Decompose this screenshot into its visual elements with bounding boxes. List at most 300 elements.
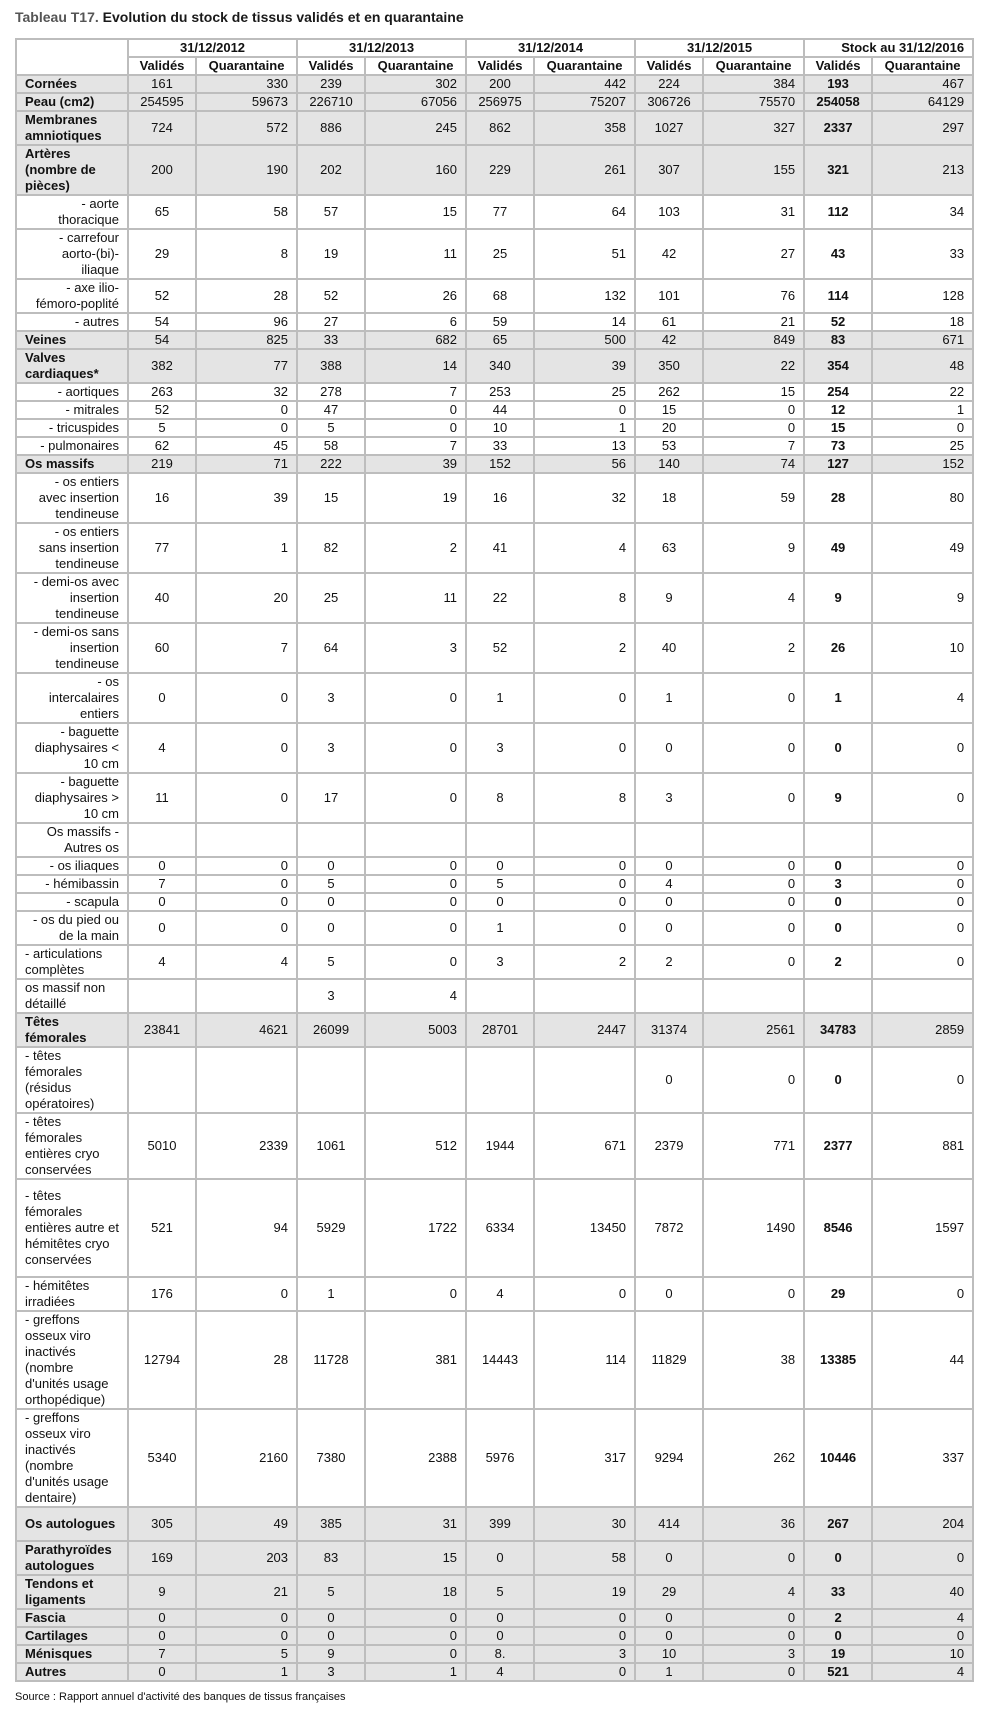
cell-valides: 41 bbox=[466, 523, 534, 573]
cell-valides bbox=[297, 1047, 365, 1113]
cell-valides: 7380 bbox=[297, 1409, 365, 1507]
cell-quarantaine: 4 bbox=[703, 1575, 804, 1609]
cell-quarantaine: 0 bbox=[703, 1627, 804, 1645]
row-label: - demi-os avec insertion tendineuse bbox=[16, 573, 128, 623]
cell-quarantaine: 32 bbox=[196, 383, 297, 401]
source-note: Source : Rapport annuel d'activité des banques de tissus françaises bbox=[15, 1691, 346, 1703]
cell-quarantaine: 0 bbox=[196, 773, 297, 823]
cell-valides: 61 bbox=[635, 313, 703, 331]
cell-quarantaine: 58 bbox=[196, 195, 297, 229]
cell-quarantaine: 6 bbox=[365, 313, 466, 331]
cell-valides: 2 bbox=[804, 1609, 872, 1627]
cell-quarantaine: 8 bbox=[534, 573, 635, 623]
cell-valides: 9 bbox=[635, 573, 703, 623]
cell-quarantaine: 5 bbox=[196, 1645, 297, 1663]
cell-quarantaine: 74 bbox=[703, 455, 804, 473]
cell-quarantaine: 0 bbox=[196, 911, 297, 945]
table-row bbox=[16, 1609, 973, 1627]
cell-quarantaine: 0 bbox=[534, 1663, 635, 1681]
cell-valides: 17 bbox=[297, 773, 365, 823]
cell-quarantaine: 14 bbox=[534, 313, 635, 331]
cell-quarantaine: 0 bbox=[872, 1047, 973, 1113]
cell-valides: 73 bbox=[804, 437, 872, 455]
header-valides: Validés bbox=[635, 57, 703, 75]
row-label: - scapula bbox=[16, 893, 128, 911]
cell-valides: 34783 bbox=[804, 1013, 872, 1047]
cell-valides: 31374 bbox=[635, 1013, 703, 1047]
cell-valides: 414 bbox=[635, 1507, 703, 1541]
cell-quarantaine: 14 bbox=[365, 349, 466, 383]
cell-quarantaine: 0 bbox=[196, 857, 297, 875]
cell-valides: 25 bbox=[466, 229, 534, 279]
cell-valides: 340 bbox=[466, 349, 534, 383]
cell-quarantaine: 18 bbox=[872, 313, 973, 331]
cell-valides: 176 bbox=[128, 1277, 196, 1311]
table-row bbox=[16, 673, 973, 723]
cell-valides: 200 bbox=[466, 75, 534, 93]
cell-quarantaine: 0 bbox=[534, 1609, 635, 1627]
cell-quarantaine: 262 bbox=[703, 1409, 804, 1507]
cell-valides: 385 bbox=[297, 1507, 365, 1541]
cell-quarantaine: 0 bbox=[703, 945, 804, 979]
cell-quarantaine: 297 bbox=[872, 111, 973, 145]
cell-valides: 3 bbox=[466, 723, 534, 773]
cell-quarantaine: 27 bbox=[703, 229, 804, 279]
cell-quarantaine: 7 bbox=[365, 383, 466, 401]
row-label: - carrefour aorto-(bi)-iliaque bbox=[16, 229, 128, 279]
cell-quarantaine: 4 bbox=[196, 945, 297, 979]
cell-quarantaine: 0 bbox=[703, 1541, 804, 1575]
cell-valides: 83 bbox=[297, 1541, 365, 1575]
cell-valides: 60 bbox=[128, 623, 196, 673]
cell-valides: 127 bbox=[804, 455, 872, 473]
cell-valides: 10 bbox=[466, 419, 534, 437]
cell-quarantaine: 0 bbox=[365, 773, 466, 823]
cell-valides: 5 bbox=[128, 419, 196, 437]
cell-quarantaine: 0 bbox=[872, 419, 973, 437]
cell-valides: 229 bbox=[466, 145, 534, 195]
cell-quarantaine: 77 bbox=[196, 349, 297, 383]
table-row bbox=[16, 1311, 973, 1409]
cell-valides: 254595 bbox=[128, 93, 196, 111]
cell-quarantaine: 0 bbox=[872, 773, 973, 823]
header-valides: Validés bbox=[128, 57, 196, 75]
cell-valides: 3 bbox=[297, 979, 365, 1013]
cell-valides: 63 bbox=[635, 523, 703, 573]
cell-valides: 16 bbox=[466, 473, 534, 523]
cell-valides: 44 bbox=[466, 401, 534, 419]
cell-valides: 11829 bbox=[635, 1311, 703, 1409]
cell-quarantaine: 4 bbox=[365, 979, 466, 1013]
cell-valides: 62 bbox=[128, 437, 196, 455]
cell-quarantaine: 0 bbox=[703, 773, 804, 823]
row-label: Membranes amniotiques bbox=[16, 111, 128, 145]
cell-valides: 5 bbox=[297, 875, 365, 893]
cell-valides: 28701 bbox=[466, 1013, 534, 1047]
cell-quarantaine: 155 bbox=[703, 145, 804, 195]
cell-quarantaine: 671 bbox=[534, 1113, 635, 1179]
cell-quarantaine: 0 bbox=[196, 673, 297, 723]
cell-valides: 307 bbox=[635, 145, 703, 195]
cell-quarantaine: 0 bbox=[872, 911, 973, 945]
table-body bbox=[16, 75, 973, 1681]
cell-quarantaine: 31 bbox=[703, 195, 804, 229]
table-number: Tableau T17. bbox=[15, 9, 99, 25]
cell-valides: 0 bbox=[297, 893, 365, 911]
cell-quarantaine: 80 bbox=[872, 473, 973, 523]
row-label: - os du pied ou de la main bbox=[16, 911, 128, 945]
cell-quarantaine: 64129 bbox=[872, 93, 973, 111]
header-quarantaine: Quarantaine bbox=[703, 57, 804, 75]
cell-valides: 305 bbox=[128, 1507, 196, 1541]
cell-valides: 77 bbox=[128, 523, 196, 573]
cell-quarantaine: 67056 bbox=[365, 93, 466, 111]
table-row bbox=[16, 857, 973, 875]
cell-quarantaine: 0 bbox=[196, 1277, 297, 1311]
cell-quarantaine: 0 bbox=[703, 911, 804, 945]
cell-valides: 5 bbox=[297, 945, 365, 979]
cell-quarantaine: 3 bbox=[365, 623, 466, 673]
table-row bbox=[16, 979, 973, 1013]
cell-quarantaine: 0 bbox=[703, 875, 804, 893]
table-row bbox=[16, 1663, 973, 1681]
cell-quarantaine: 0 bbox=[534, 893, 635, 911]
cell-quarantaine bbox=[872, 979, 973, 1013]
table-row bbox=[16, 623, 973, 673]
cell-valides: 0 bbox=[804, 857, 872, 875]
cell-valides: 29 bbox=[635, 1575, 703, 1609]
cell-quarantaine: 0 bbox=[365, 723, 466, 773]
cell-valides: 52 bbox=[804, 313, 872, 331]
cell-valides: 5929 bbox=[297, 1179, 365, 1277]
cell-valides: 11728 bbox=[297, 1311, 365, 1409]
cell-quarantaine: 39 bbox=[534, 349, 635, 383]
row-label: Os massifs bbox=[16, 455, 128, 473]
cell-quarantaine: 0 bbox=[703, 1609, 804, 1627]
cell-quarantaine bbox=[534, 823, 635, 857]
cell-quarantaine: 771 bbox=[703, 1113, 804, 1179]
cell-valides: 1027 bbox=[635, 111, 703, 145]
cell-quarantaine: 0 bbox=[534, 401, 635, 419]
cell-valides bbox=[466, 1047, 534, 1113]
cell-valides: 0 bbox=[635, 1541, 703, 1575]
cell-quarantaine bbox=[196, 1047, 297, 1113]
cell-quarantaine: 0 bbox=[534, 911, 635, 945]
cell-quarantaine: 1 bbox=[534, 419, 635, 437]
header-valides: Validés bbox=[297, 57, 365, 75]
row-label: - têtes fémorales entières cryo conservées bbox=[16, 1113, 128, 1179]
cell-valides bbox=[128, 979, 196, 1013]
cell-valides: 27 bbox=[297, 313, 365, 331]
cell-valides: 33 bbox=[466, 437, 534, 455]
cell-valides: 0 bbox=[635, 723, 703, 773]
cell-quarantaine: 0 bbox=[365, 1609, 466, 1627]
cell-quarantaine: 0 bbox=[196, 1627, 297, 1645]
cell-quarantaine: 825 bbox=[196, 331, 297, 349]
cell-quarantaine: 11 bbox=[365, 229, 466, 279]
cell-valides: 5 bbox=[297, 419, 365, 437]
cell-valides: 226710 bbox=[297, 93, 365, 111]
cell-valides: 14443 bbox=[466, 1311, 534, 1409]
cell-quarantaine: 2859 bbox=[872, 1013, 973, 1047]
cell-valides: 15 bbox=[635, 401, 703, 419]
cell-valides: 0 bbox=[635, 1047, 703, 1113]
cell-valides: 862 bbox=[466, 111, 534, 145]
cell-quarantaine: 0 bbox=[703, 1047, 804, 1113]
cell-quarantaine: 467 bbox=[872, 75, 973, 93]
cell-valides: 1061 bbox=[297, 1113, 365, 1179]
cell-quarantaine: 75207 bbox=[534, 93, 635, 111]
cell-quarantaine: 1722 bbox=[365, 1179, 466, 1277]
cell-valides: 8 bbox=[466, 773, 534, 823]
cell-quarantaine: 19 bbox=[365, 473, 466, 523]
cell-quarantaine: 25 bbox=[872, 437, 973, 455]
cell-valides: 169 bbox=[128, 1541, 196, 1575]
cell-valides bbox=[804, 979, 872, 1013]
cell-quarantaine: 9 bbox=[872, 573, 973, 623]
cell-quarantaine: 3 bbox=[534, 1645, 635, 1663]
table-row bbox=[16, 1409, 973, 1507]
cell-valides: 724 bbox=[128, 111, 196, 145]
cell-quarantaine: 0 bbox=[703, 401, 804, 419]
cell-quarantaine: 213 bbox=[872, 145, 973, 195]
cell-quarantaine: 0 bbox=[365, 673, 466, 723]
cell-quarantaine: 28 bbox=[196, 1311, 297, 1409]
cell-valides bbox=[466, 979, 534, 1013]
cell-valides: 33 bbox=[804, 1575, 872, 1609]
cell-quarantaine: 4 bbox=[703, 573, 804, 623]
table-row bbox=[16, 1575, 973, 1609]
cell-valides: 5340 bbox=[128, 1409, 196, 1507]
cell-quarantaine bbox=[365, 1047, 466, 1113]
cell-valides: 0 bbox=[466, 1627, 534, 1645]
cell-quarantaine: 0 bbox=[534, 875, 635, 893]
cell-valides: 5 bbox=[297, 1575, 365, 1609]
cell-valides: 161 bbox=[128, 75, 196, 93]
cell-valides: 0 bbox=[635, 857, 703, 875]
cell-valides: 521 bbox=[804, 1663, 872, 1681]
cell-quarantaine: 0 bbox=[703, 857, 804, 875]
cell-quarantaine: 21 bbox=[196, 1575, 297, 1609]
cell-valides: 262 bbox=[635, 383, 703, 401]
cell-quarantaine: 0 bbox=[703, 1663, 804, 1681]
table-row bbox=[16, 1645, 973, 1663]
table-row bbox=[16, 945, 973, 979]
cell-quarantaine: 45 bbox=[196, 437, 297, 455]
row-label: - baguette diaphysaires > 10 cm bbox=[16, 773, 128, 823]
cell-valides: 3 bbox=[297, 1663, 365, 1681]
row-label: - têtes fémorales (résidus opératoires) bbox=[16, 1047, 128, 1113]
cell-valides: 26 bbox=[804, 623, 872, 673]
row-label: - mitrales bbox=[16, 401, 128, 419]
cell-valides: 3 bbox=[297, 723, 365, 773]
cell-quarantaine: 0 bbox=[872, 1627, 973, 1645]
cell-quarantaine: 51 bbox=[534, 229, 635, 279]
table-row bbox=[16, 1047, 973, 1113]
cell-quarantaine: 245 bbox=[365, 111, 466, 145]
table-row bbox=[16, 1507, 973, 1541]
table-row bbox=[16, 523, 973, 573]
cell-quarantaine: 7 bbox=[196, 623, 297, 673]
cell-quarantaine: 1 bbox=[196, 523, 297, 573]
cell-quarantaine: 39 bbox=[365, 455, 466, 473]
cell-quarantaine: 0 bbox=[534, 1277, 635, 1311]
cell-quarantaine: 2 bbox=[703, 623, 804, 673]
cell-valides: 57 bbox=[297, 195, 365, 229]
cell-quarantaine: 21 bbox=[703, 313, 804, 331]
row-label: - aortiques bbox=[16, 383, 128, 401]
table-row bbox=[16, 893, 973, 911]
cell-quarantaine: 10 bbox=[872, 1645, 973, 1663]
row-label: Tendons et ligaments bbox=[16, 1575, 128, 1609]
table-row bbox=[16, 823, 973, 857]
cell-quarantaine: 1 bbox=[196, 1663, 297, 1681]
cell-valides: 0 bbox=[466, 857, 534, 875]
cell-valides: 54 bbox=[128, 313, 196, 331]
cell-quarantaine: 204 bbox=[872, 1507, 973, 1541]
cell-quarantaine: 2388 bbox=[365, 1409, 466, 1507]
cell-quarantaine: 849 bbox=[703, 331, 804, 349]
cell-valides: 0 bbox=[466, 1541, 534, 1575]
table-row bbox=[16, 911, 973, 945]
cell-valides: 82 bbox=[297, 523, 365, 573]
cell-valides: 9 bbox=[297, 1645, 365, 1663]
cell-quarantaine: 0 bbox=[703, 673, 804, 723]
row-label: - pulmonaires bbox=[16, 437, 128, 455]
cell-quarantaine: 4 bbox=[872, 673, 973, 723]
cell-valides: 12794 bbox=[128, 1311, 196, 1409]
table-row bbox=[16, 1013, 973, 1047]
cell-valides: 40 bbox=[128, 573, 196, 623]
table-row bbox=[16, 455, 973, 473]
cell-valides: 23841 bbox=[128, 1013, 196, 1047]
cell-quarantaine: 2 bbox=[534, 623, 635, 673]
cell-quarantaine: 0 bbox=[365, 875, 466, 893]
table-row bbox=[16, 1277, 973, 1311]
cell-quarantaine: 330 bbox=[196, 75, 297, 93]
cell-quarantaine bbox=[534, 1047, 635, 1113]
row-label: Ménisques bbox=[16, 1645, 128, 1663]
header-valides: Validés bbox=[466, 57, 534, 75]
row-label: - demi-os sans insertion tendineuse bbox=[16, 623, 128, 673]
cell-valides: 49 bbox=[804, 523, 872, 573]
row-label: Autres bbox=[16, 1663, 128, 1681]
cell-valides: 1944 bbox=[466, 1113, 534, 1179]
row-label: Fascia bbox=[16, 1609, 128, 1627]
cell-valides: 253 bbox=[466, 383, 534, 401]
cell-valides: 263 bbox=[128, 383, 196, 401]
cell-valides: 1 bbox=[466, 911, 534, 945]
cell-valides: 7872 bbox=[635, 1179, 703, 1277]
cell-quarantaine: 40 bbox=[872, 1575, 973, 1609]
cell-valides: 140 bbox=[635, 455, 703, 473]
cell-quarantaine: 381 bbox=[365, 1311, 466, 1409]
cell-valides: 43 bbox=[804, 229, 872, 279]
cell-quarantaine: 0 bbox=[534, 857, 635, 875]
cell-quarantaine: 0 bbox=[534, 723, 635, 773]
table-row bbox=[16, 1113, 973, 1179]
table-row bbox=[16, 1541, 973, 1575]
cell-quarantaine: 442 bbox=[534, 75, 635, 93]
cell-valides: 9 bbox=[128, 1575, 196, 1609]
cell-quarantaine: 15 bbox=[365, 1541, 466, 1575]
table-row bbox=[16, 383, 973, 401]
cell-quarantaine: 0 bbox=[196, 875, 297, 893]
cell-valides: 9 bbox=[804, 773, 872, 823]
table-row bbox=[16, 349, 973, 383]
table-row bbox=[16, 195, 973, 229]
cell-quarantaine: 337 bbox=[872, 1409, 973, 1507]
cell-valides: 3 bbox=[804, 875, 872, 893]
cell-valides: 9294 bbox=[635, 1409, 703, 1507]
cell-quarantaine: 7 bbox=[365, 437, 466, 455]
cell-valides: 321 bbox=[804, 145, 872, 195]
cell-valides: 52 bbox=[466, 623, 534, 673]
row-label: Os autologues bbox=[16, 1507, 128, 1541]
cell-valides: 22 bbox=[466, 573, 534, 623]
cell-quarantaine: 132 bbox=[534, 279, 635, 313]
cell-valides: 0 bbox=[635, 1609, 703, 1627]
cell-valides: 0 bbox=[297, 1627, 365, 1645]
header-period: 31/12/2015 bbox=[635, 39, 804, 57]
cell-quarantaine: 36 bbox=[703, 1507, 804, 1541]
row-label: - autres bbox=[16, 313, 128, 331]
cell-quarantaine: 0 bbox=[365, 419, 466, 437]
cell-valides: 1 bbox=[466, 673, 534, 723]
cell-quarantaine: 0 bbox=[365, 945, 466, 979]
cell-quarantaine: 22 bbox=[703, 349, 804, 383]
cell-valides: 1 bbox=[297, 1277, 365, 1311]
cell-valides: 8546 bbox=[804, 1179, 872, 1277]
cell-valides: 65 bbox=[128, 195, 196, 229]
cell-valides: 4 bbox=[466, 1663, 534, 1681]
row-label: - hémibassin bbox=[16, 875, 128, 893]
table-row bbox=[16, 875, 973, 893]
cell-quarantaine: 33 bbox=[872, 229, 973, 279]
cell-quarantaine: 358 bbox=[534, 111, 635, 145]
cell-valides: 33 bbox=[297, 331, 365, 349]
cell-valides: 0 bbox=[804, 1541, 872, 1575]
header-row-subcolumns bbox=[16, 57, 973, 75]
cell-valides: 0 bbox=[635, 1627, 703, 1645]
header-period: 31/12/2013 bbox=[297, 39, 466, 57]
cell-quarantaine: 58 bbox=[534, 1541, 635, 1575]
cell-valides: 1 bbox=[635, 1663, 703, 1681]
cell-quarantaine: 8 bbox=[196, 229, 297, 279]
cell-valides: 11 bbox=[128, 773, 196, 823]
cell-valides: 388 bbox=[297, 349, 365, 383]
cell-quarantaine: 2 bbox=[365, 523, 466, 573]
cell-quarantaine: 0 bbox=[365, 1277, 466, 1311]
cell-valides: 0 bbox=[297, 911, 365, 945]
row-label: Parathyroïdes autologues bbox=[16, 1541, 128, 1575]
cell-valides: 256975 bbox=[466, 93, 534, 111]
cell-valides: 0 bbox=[128, 893, 196, 911]
cell-valides: 9 bbox=[804, 573, 872, 623]
cell-quarantaine: 302 bbox=[365, 75, 466, 93]
cell-valides bbox=[635, 823, 703, 857]
row-label: Os massifs - Autres os bbox=[16, 823, 128, 857]
header-quarantaine: Quarantaine bbox=[365, 57, 466, 75]
header-row-periods bbox=[16, 39, 973, 57]
cell-valides bbox=[297, 823, 365, 857]
cell-quarantaine: 0 bbox=[534, 1627, 635, 1645]
header-period: Stock au 31/12/2016 bbox=[804, 39, 973, 57]
cell-valides: 68 bbox=[466, 279, 534, 313]
cell-quarantaine: 0 bbox=[365, 401, 466, 419]
cell-valides: 5 bbox=[466, 1575, 534, 1609]
cell-quarantaine: 0 bbox=[196, 419, 297, 437]
